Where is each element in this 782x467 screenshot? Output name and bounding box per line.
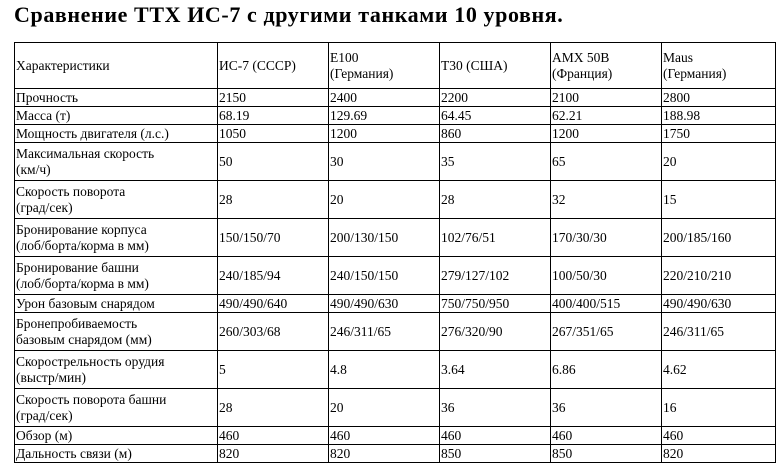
value-cell: 28 bbox=[440, 181, 551, 219]
value-cell: 246/311/65 bbox=[662, 313, 776, 351]
value-cell: 5 bbox=[218, 351, 329, 389]
header-cell-text: ИС-7 (СССР) bbox=[219, 57, 296, 73]
value-cell: 64.45 bbox=[440, 107, 551, 125]
header-cell-text: T30 (США) bbox=[441, 57, 508, 73]
value-cell: 820 bbox=[662, 445, 776, 463]
row-label-cell-text: Скорость поворота башни bbox=[16, 391, 167, 407]
value-cell: 68.19 bbox=[218, 107, 329, 125]
value-cell: 20 bbox=[662, 143, 776, 181]
row-label-cell-text: Обзор (м) bbox=[16, 427, 73, 443]
value-cell: 860 bbox=[440, 125, 551, 143]
page-title: Сравнение ТТХ ИС-7 с другими танками 10 уровня. bbox=[14, 2, 564, 27]
value-cell: 460 bbox=[218, 427, 329, 445]
row-label-cell-text: Бронирование корпуса bbox=[16, 221, 147, 237]
value-cell: 2150 bbox=[218, 89, 329, 107]
value-cell: 2200 bbox=[440, 89, 551, 107]
row-label-cell-text: (лоб/борта/корма в мм) bbox=[16, 237, 149, 253]
value-cell: 50 bbox=[218, 143, 329, 181]
value-cell: 460 bbox=[440, 427, 551, 445]
row-label-cell-text: (град/сек) bbox=[16, 407, 73, 423]
value-cell: 100/50/30 bbox=[551, 257, 662, 295]
value-cell: 62.21 bbox=[551, 107, 662, 125]
header-cell-text: (Франция) bbox=[552, 65, 613, 81]
header-cell-text: AMX 50B bbox=[552, 49, 610, 65]
value-cell: 30 bbox=[329, 143, 440, 181]
value-cell: 279/127/102 bbox=[440, 257, 551, 295]
row-label-cell bbox=[15, 445, 218, 463]
value-cell: 2800 bbox=[662, 89, 776, 107]
table-header-row bbox=[15, 43, 776, 89]
header-cell-text: E100 bbox=[330, 49, 359, 65]
value-cell: 460 bbox=[662, 427, 776, 445]
value-cell: 150/150/70 bbox=[218, 219, 329, 257]
value-cell: 16 bbox=[662, 389, 776, 427]
value-cell: 3.64 bbox=[440, 351, 551, 389]
value-cell: 220/210/210 bbox=[662, 257, 776, 295]
value-cell: 820 bbox=[329, 445, 440, 463]
value-cell: 490/490/630 bbox=[662, 295, 776, 313]
table-row bbox=[15, 351, 776, 389]
value-cell: 490/490/640 bbox=[218, 295, 329, 313]
value-cell: 129.69 bbox=[329, 107, 440, 125]
value-cell: 246/311/65 bbox=[329, 313, 440, 351]
row-label-cell-text: Бронепробиваемость bbox=[16, 315, 138, 331]
row-label-cell-text: Урон базовым снарядом bbox=[16, 295, 155, 311]
header-cell bbox=[15, 43, 218, 89]
value-cell: 1200 bbox=[329, 125, 440, 143]
row-label-cell-text: Дальность связи (м) bbox=[16, 445, 132, 461]
value-cell: 32 bbox=[551, 181, 662, 219]
row-label-cell bbox=[15, 125, 218, 143]
value-cell: 200/185/160 bbox=[662, 219, 776, 257]
value-cell: 240/185/94 bbox=[218, 257, 329, 295]
value-cell: 400/400/515 bbox=[551, 295, 662, 313]
value-cell: 460 bbox=[329, 427, 440, 445]
value-cell: 28 bbox=[218, 181, 329, 219]
value-cell: 170/30/30 bbox=[551, 219, 662, 257]
value-cell: 4.8 bbox=[329, 351, 440, 389]
value-cell: 20 bbox=[329, 389, 440, 427]
row-label-cell-text: (град/сек) bbox=[16, 199, 73, 215]
header-cell bbox=[551, 43, 662, 89]
table-row bbox=[15, 257, 776, 295]
row-label-cell-text: Масса (т) bbox=[16, 107, 71, 123]
header-cell-text: Maus bbox=[663, 49, 693, 65]
value-cell: 1050 bbox=[218, 125, 329, 143]
value-cell: 200/130/150 bbox=[329, 219, 440, 257]
value-cell: 1750 bbox=[662, 125, 776, 143]
value-cell: 2100 bbox=[551, 89, 662, 107]
header-cell-text: (Германия) bbox=[330, 65, 394, 81]
row-label-cell-text: (выстр/мин) bbox=[16, 369, 86, 385]
value-cell: 102/76/51 bbox=[440, 219, 551, 257]
value-cell: 20 bbox=[329, 181, 440, 219]
table-row bbox=[15, 389, 776, 427]
value-cell: 6.86 bbox=[551, 351, 662, 389]
table-row bbox=[15, 107, 776, 125]
value-cell: 2400 bbox=[329, 89, 440, 107]
table-row bbox=[15, 445, 776, 463]
value-cell: 276/320/90 bbox=[440, 313, 551, 351]
value-cell: 65 bbox=[551, 143, 662, 181]
value-cell: 15 bbox=[662, 181, 776, 219]
value-cell: 1200 bbox=[551, 125, 662, 143]
value-cell: 240/150/150 bbox=[329, 257, 440, 295]
row-label-cell-text: Скорострельность орудия bbox=[16, 353, 165, 369]
value-cell: 36 bbox=[440, 389, 551, 427]
table-row bbox=[15, 219, 776, 257]
row-label-cell-text: (лоб/борта/корма в мм) bbox=[16, 275, 149, 291]
header-cell bbox=[662, 43, 776, 89]
row-label-cell-text: (км/ч) bbox=[16, 161, 51, 177]
value-cell: 28 bbox=[218, 389, 329, 427]
row-label-cell-text: Бронирование башни bbox=[16, 259, 139, 275]
value-cell: 267/351/65 bbox=[551, 313, 662, 351]
row-label-cell bbox=[15, 143, 218, 181]
row-label-cell bbox=[15, 181, 218, 219]
row-label-cell-text: Прочность bbox=[16, 89, 79, 105]
row-label-cell-text: Максимальная скорость bbox=[16, 145, 155, 161]
row-label-cell bbox=[15, 389, 218, 427]
value-cell: 850 bbox=[440, 445, 551, 463]
value-cell: 188.98 bbox=[662, 107, 776, 125]
row-label-cell bbox=[15, 427, 218, 445]
table-row bbox=[15, 181, 776, 219]
row-label-cell bbox=[15, 257, 218, 295]
value-cell: 36 bbox=[551, 389, 662, 427]
value-cell: 820 bbox=[218, 445, 329, 463]
value-cell: 490/490/630 bbox=[329, 295, 440, 313]
row-label-cell bbox=[15, 351, 218, 389]
row-label-cell bbox=[15, 313, 218, 351]
table-row bbox=[15, 89, 776, 107]
header-cell bbox=[329, 43, 440, 89]
table-row bbox=[15, 313, 776, 351]
row-label-cell bbox=[15, 89, 218, 107]
header-cell-text: Характеристики bbox=[16, 57, 110, 73]
table-row bbox=[15, 295, 776, 313]
row-label-cell-text: базовым снарядом (мм) bbox=[16, 331, 152, 347]
value-cell: 460 bbox=[551, 427, 662, 445]
row-label-cell bbox=[15, 107, 218, 125]
value-cell: 4.62 bbox=[662, 351, 776, 389]
value-cell: 750/750/950 bbox=[440, 295, 551, 313]
value-cell: 260/303/68 bbox=[218, 313, 329, 351]
table-row bbox=[15, 125, 776, 143]
row-label-cell bbox=[15, 219, 218, 257]
table-row bbox=[15, 143, 776, 181]
value-cell: 850 bbox=[551, 445, 662, 463]
header-cell-text: (Германия) bbox=[663, 65, 727, 81]
row-label-cell-text: Мощность двигателя (л.с.) bbox=[16, 125, 169, 141]
header-cell bbox=[218, 43, 329, 89]
row-label-cell-text: Скорость поворота bbox=[16, 183, 126, 199]
row-label-cell bbox=[15, 295, 218, 313]
table-row bbox=[15, 427, 776, 445]
value-cell: 35 bbox=[440, 143, 551, 181]
comparison-table bbox=[14, 42, 776, 463]
header-cell bbox=[440, 43, 551, 89]
